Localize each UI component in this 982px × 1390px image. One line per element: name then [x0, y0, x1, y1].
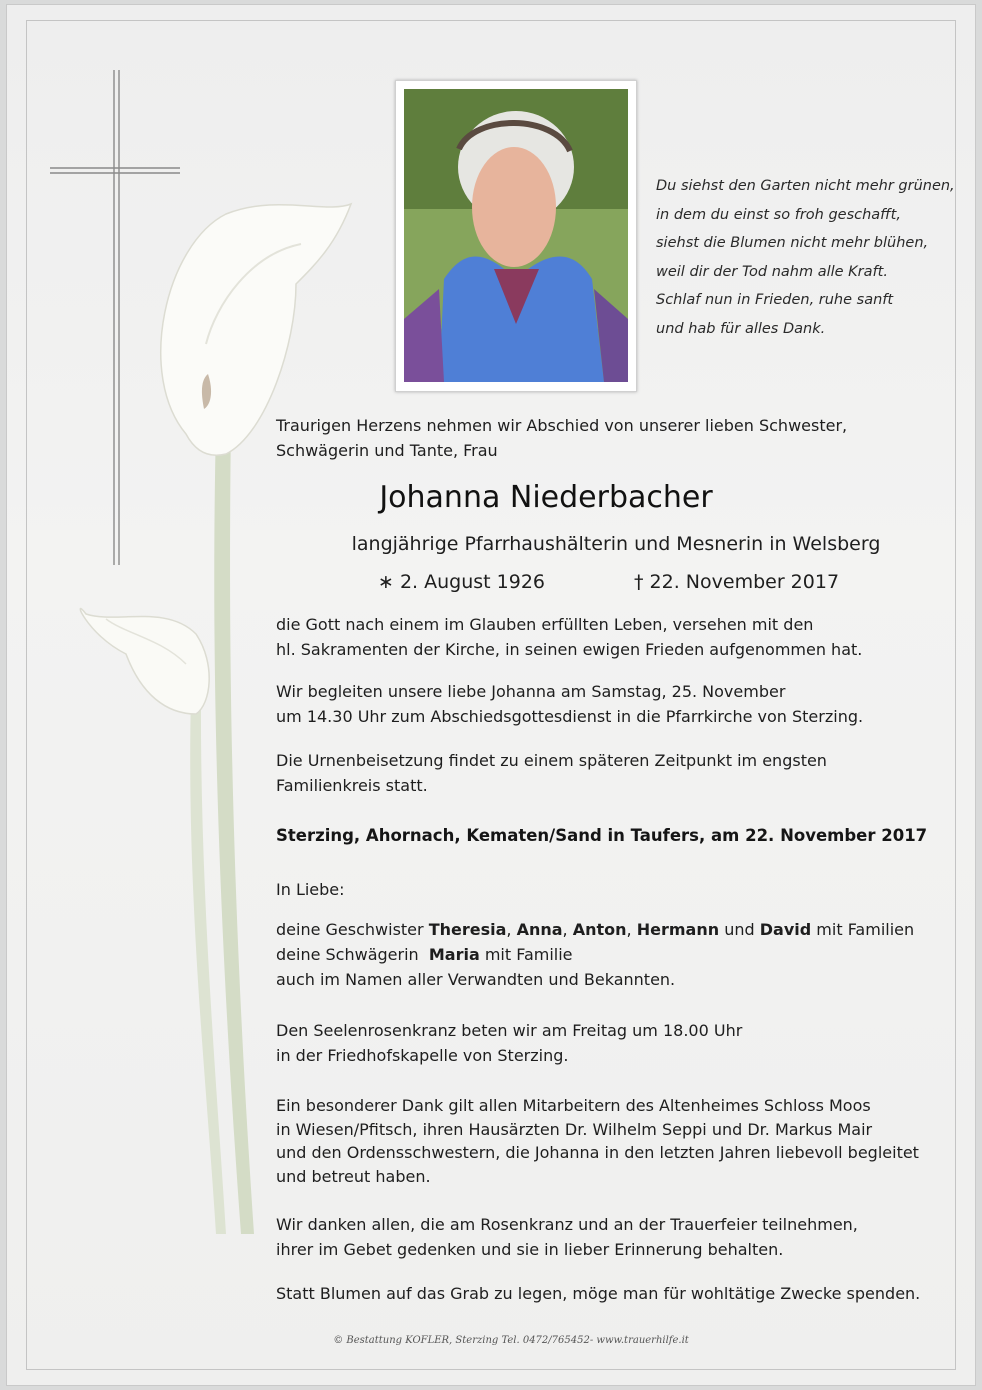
mourners-suffix: mit Familien — [816, 920, 915, 939]
text-line: die Gott nach einem im Glauben erfüllten Leben, versehen mit den — [276, 615, 814, 634]
intro-text — [276, 413, 956, 463]
sibling-name: David — [759, 920, 812, 939]
thanks-attendees-paragraph — [276, 1212, 956, 1262]
place-and-date: Sterzing, Ahornach, Kematen/Sand in Taufers, am 22. November 2017 — [276, 826, 928, 845]
and-word: und — [724, 920, 755, 939]
paragraph-faith — [276, 612, 956, 662]
sibling-name: Hermann — [636, 920, 720, 939]
donation-note: Statt Blumen auf das Grab zu legen, möge man für wohltätige Zwecke spenden. — [276, 1284, 921, 1303]
paragraph-urn — [276, 748, 956, 798]
sibling-name: Anna — [516, 920, 563, 939]
poem-line: weil dir der Tod nahm alle Kraft. — [656, 263, 888, 280]
text-line: und betreut haben. — [276, 1166, 431, 1186]
text-line: hl. Sakramenten der Kirche, in seinen ewigen Frieden aufgenommen hat. — [276, 640, 863, 659]
text-line: ihrer im Gebet gedenken und sie in lieber Erinnerung behalten. — [276, 1240, 784, 1259]
thanks-paragraph — [276, 1094, 956, 1188]
deceased-name: Johanna Niederbacher — [379, 480, 713, 515]
text-line: in der Friedhofskapelle von Sterzing. — [276, 1046, 569, 1065]
intro-line: Traurigen Herzens nehmen wir Abschied von unserer lieben Schwester, — [276, 416, 848, 435]
sibling-name: Anton — [572, 920, 627, 939]
comma: , — [562, 920, 568, 939]
text-line: Ein besonderer Dank gilt allen Mitarbeitern des Altenheimes Schloss Moos — [276, 1096, 871, 1115]
birth-date: ∗ 2. August 1926 — [378, 571, 546, 593]
deceased-description: langjährige Pfarrhaushälterin und Mesnerin in Welsberg — [351, 533, 881, 555]
text-line: Den Seelenrosenkranz beten wir am Freitag um 18.00 Uhr — [276, 1021, 743, 1040]
text-line: um 14.30 Uhr zum Abschiedsgottesdienst in die Pfarrkirche von Sterzing. — [276, 707, 864, 726]
in-love-label: In Liebe: — [276, 880, 345, 899]
text-line: in Wiesen/Pfitsch, ihren Hausärzten Dr. Wilhelm Seppi und Dr. Markus Mair — [276, 1119, 873, 1139]
mourners-line-relatives: auch im Namen aller Verwandten und Bekannten. — [276, 970, 676, 989]
text-line: Familienkreis statt. — [276, 776, 428, 795]
text-line: Die Urnenbeisetzung findet zu einem späteren Zeitpunkt im engsten — [276, 751, 827, 770]
paragraph-service — [276, 679, 956, 729]
portrait-frame — [395, 80, 637, 392]
poem — [656, 172, 956, 344]
sister-in-law-name: Maria — [428, 945, 480, 964]
poem-line: Schlaf nun in Frieden, ruhe sanft — [656, 292, 894, 309]
comma: , — [626, 920, 632, 939]
poem-line: in dem du einst so froh geschafft, — [656, 206, 901, 223]
sibling-name: Theresia — [428, 920, 507, 939]
comma: , — [506, 920, 512, 939]
mourners-suffix: mit Familie — [484, 945, 573, 964]
portrait-photo — [404, 89, 628, 382]
mourners-line-siblings — [276, 917, 956, 942]
mourners-prefix: deine Geschwister — [276, 920, 424, 939]
intro-line: Schwägerin und Tante, Frau — [276, 441, 498, 460]
footer-credit: © Bestattung KOFLER, Sterzing Tel. 0472/765452- www.trauerhilfe.it — [333, 1335, 689, 1346]
obituary-card — [6, 4, 976, 1386]
text-line: Wir begleiten unsere liebe Johanna am Samstag, 25. November — [276, 682, 786, 701]
poem-line: Du siehst den Garten nicht mehr grünen, — [656, 178, 955, 194]
text-line: und den Ordensschwestern, die Johanna in den letzten Jahren liebevoll begleitet — [276, 1143, 919, 1162]
mourners-line-sister-in-law — [276, 942, 956, 967]
death-date: † 22. November 2017 — [634, 571, 840, 593]
text-line: Wir danken allen, die am Rosenkranz und an der Trauerfeier teilnehmen, — [276, 1215, 858, 1234]
rosary-paragraph — [276, 1018, 956, 1068]
poem-line: siehst die Blumen nicht mehr blühen, — [656, 235, 929, 252]
mourners-prefix: deine Schwägerin — [276, 945, 419, 964]
mourners-list — [276, 917, 956, 992]
poem-line: und hab für alles Dank. — [656, 320, 826, 337]
